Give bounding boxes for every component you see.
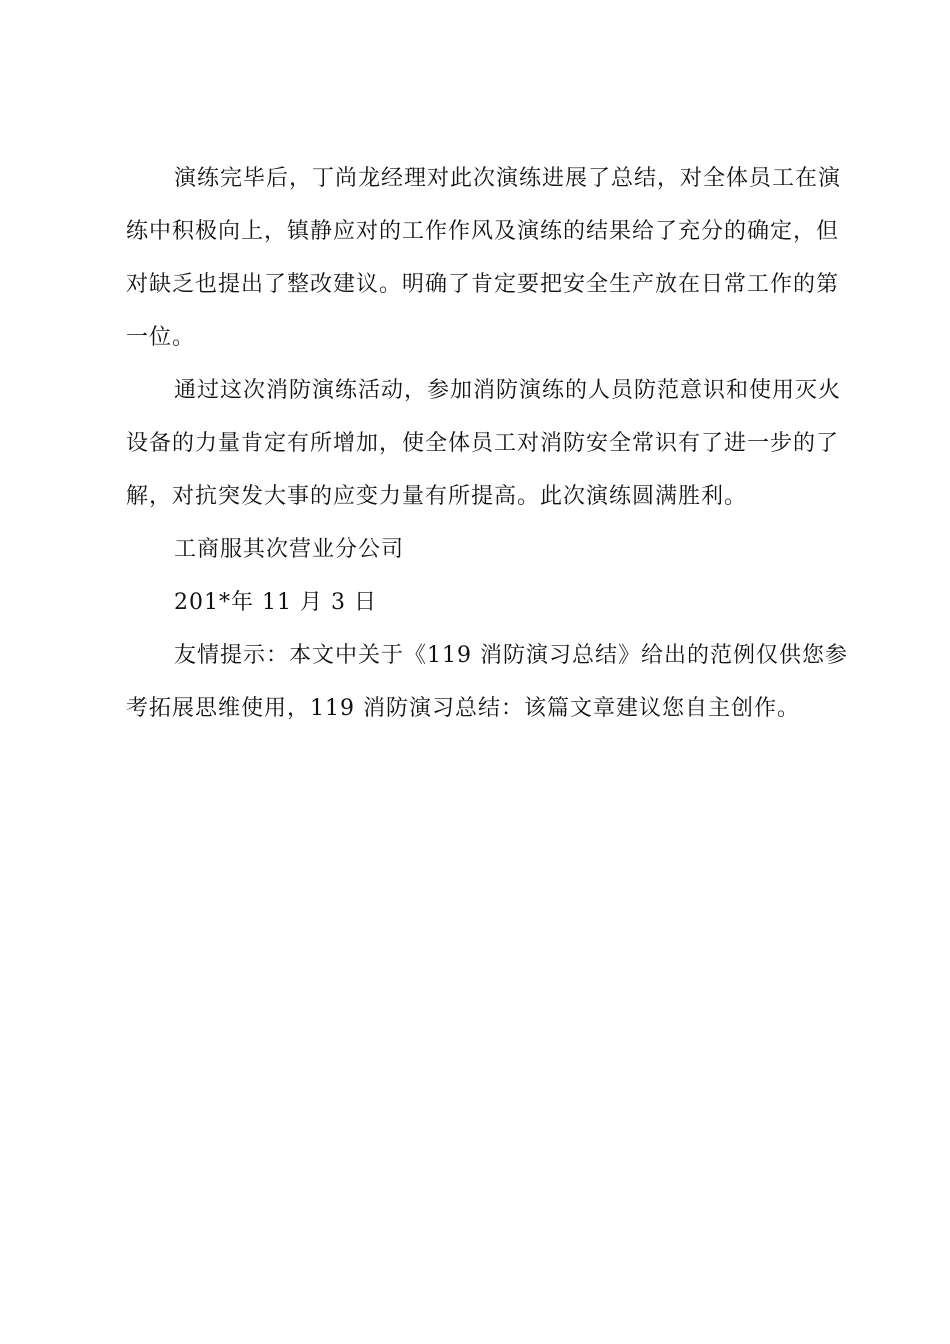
paragraph-line: 对缺乏也提出了整改建议。明确了肯定要把安全生产放在日常工作的第 [126, 272, 840, 297]
friendly-tip [126, 629, 848, 735]
date-text: 201*年 11 月 3 日 [174, 590, 377, 615]
paragraph-line: 解，对抗突发大事的应变力量有所提高。此次演练圆满胜利。 [126, 484, 748, 509]
paragraph-line: 一位。 [126, 325, 196, 350]
paragraph-line: 演练完毕后，丁尚龙经理对此次演练进展了总结，对全体员工在演 [174, 166, 842, 191]
company-name: 工商服其次营业分公司 [174, 537, 405, 562]
document-body [126, 152, 848, 735]
paragraph-line: 设备的力量肯定有所增加，使全体员工对消防安全常识有了进一步的了 [126, 431, 840, 456]
signature-date [126, 576, 832, 629]
paragraph-line: 练中积极向上，镇静应对的工作作风及演练的结果给了充分的确定，但 [126, 219, 840, 244]
signature-company [126, 523, 832, 576]
paragraph-drill-results [126, 364, 842, 523]
tip-line: 友情提示：本文中关于《119 消防演习总结》给出的范例仅供您参 [174, 643, 848, 668]
paragraph-line: 通过这次消防演练活动，参加消防演练的人员防范意识和使用灭火 [174, 378, 842, 403]
tip-line: 考拓展思维使用，119 消防演习总结：该篇文章建议您自主创作。 [126, 696, 800, 721]
paragraph-drill-summary [126, 152, 842, 364]
